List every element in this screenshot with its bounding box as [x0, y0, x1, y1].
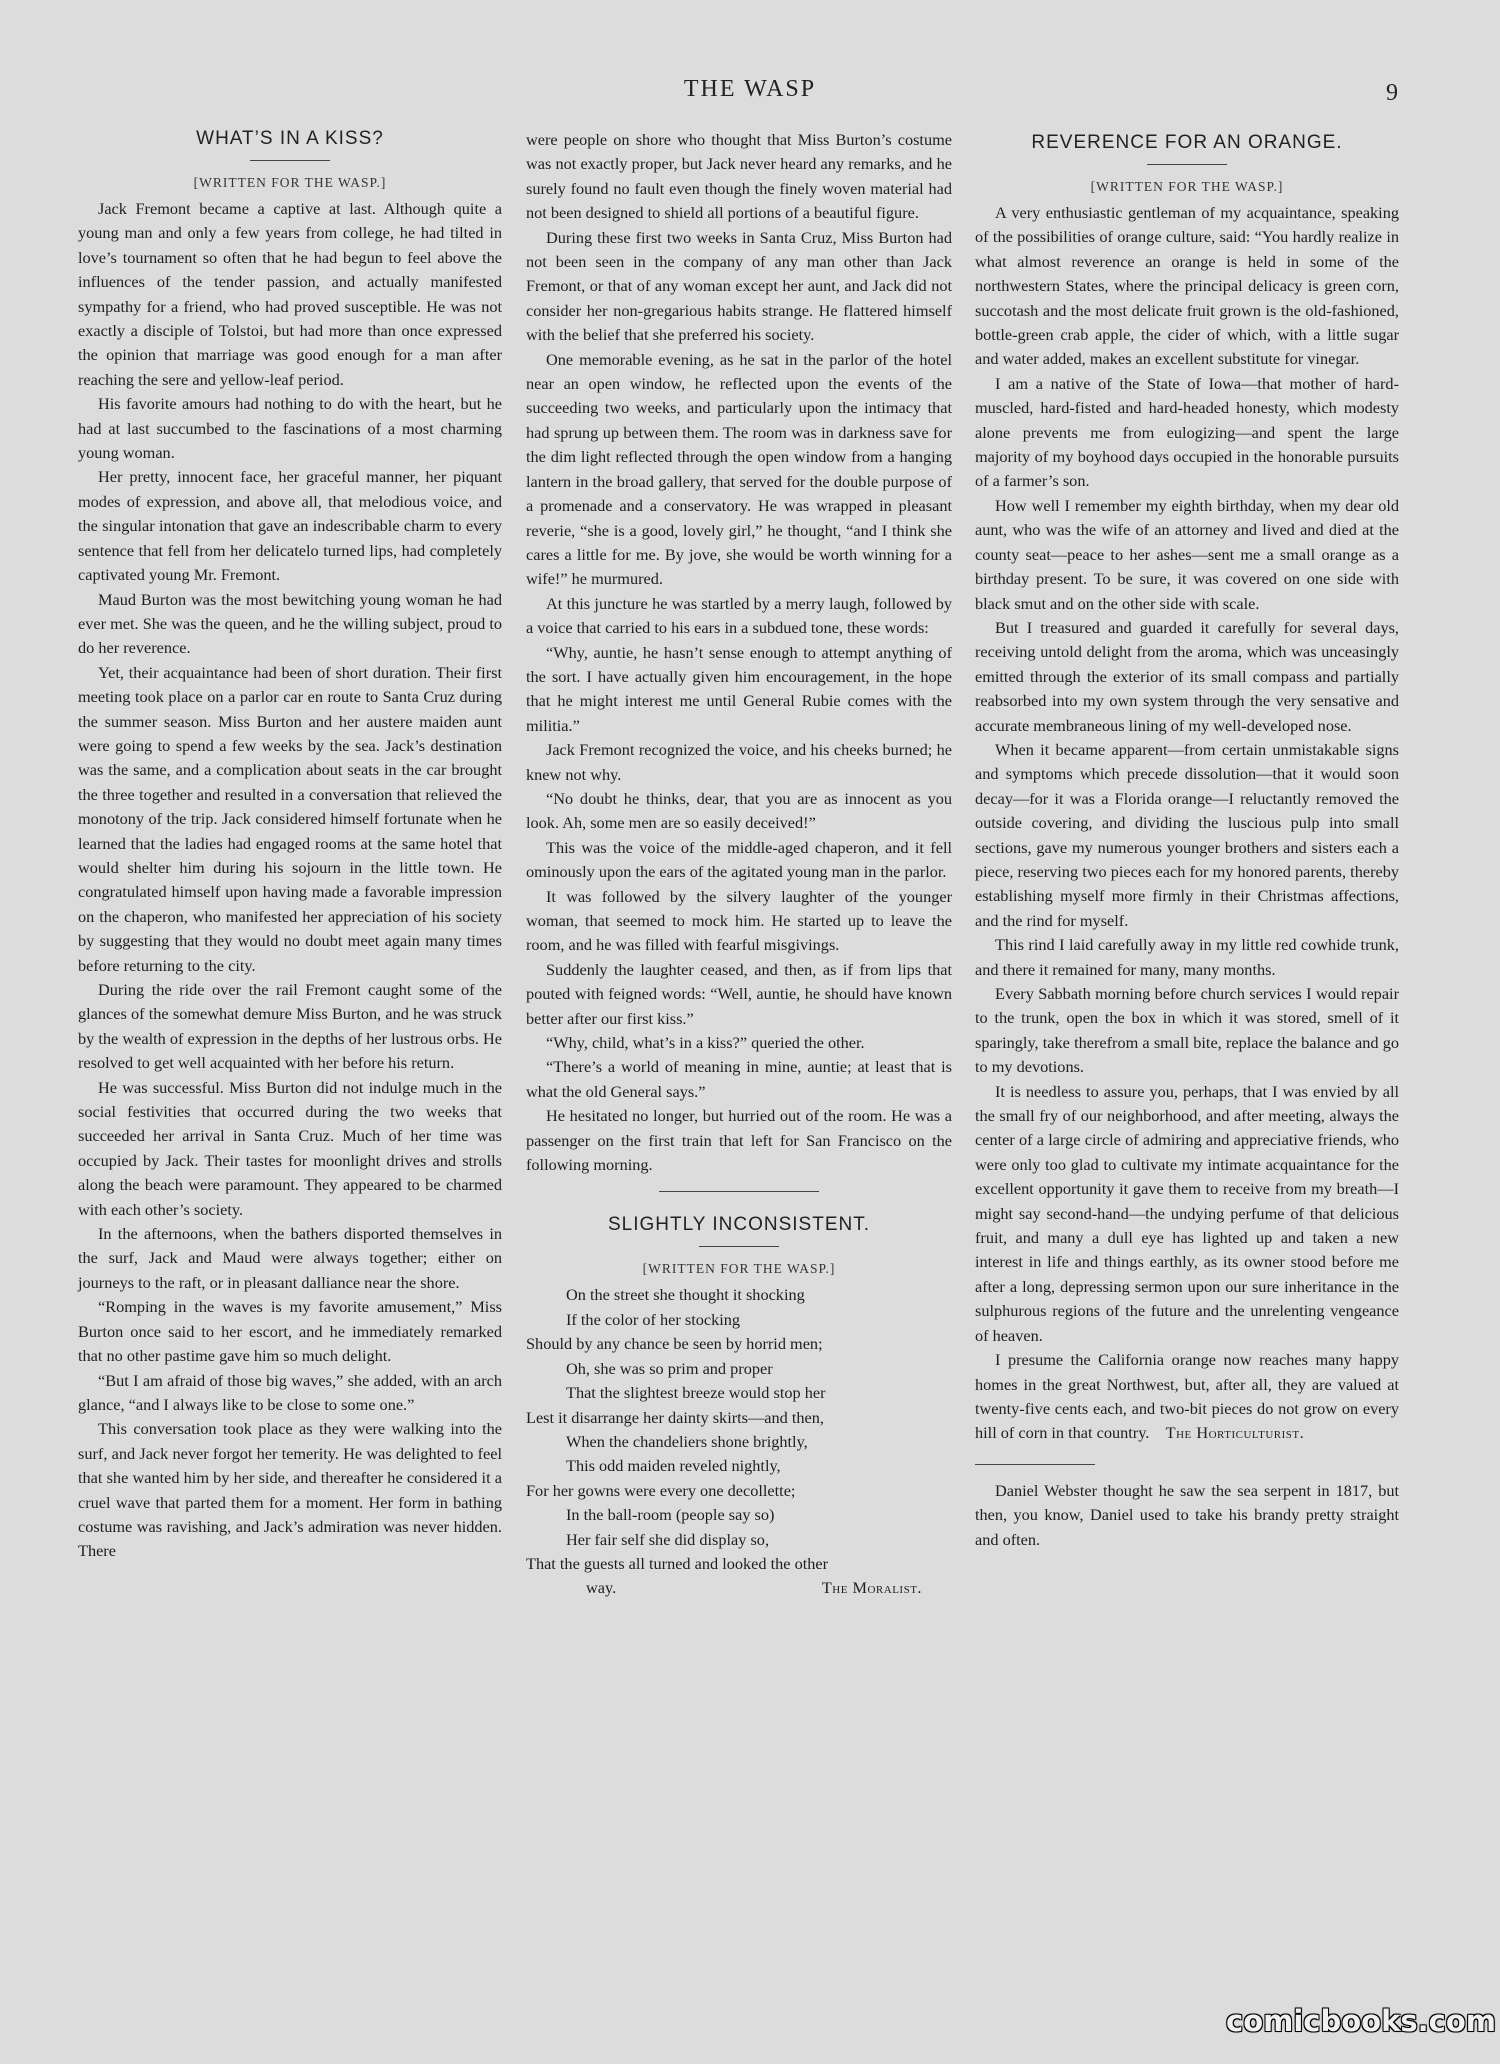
poem-line: On the street she thought it shocking — [566, 1285, 805, 1305]
poem-last-line — [526, 1576, 952, 1600]
paragraph: During these first two weeks in Santa Cruz, Miss Burton had not been seen in the company of any man other than Jack Fremont, or that of any woman except her aunt, and Jack did not consider her non-gregarious habits strange. He flattered himself with the belief that she preferred his society. — [526, 227, 952, 345]
paragraph-text: I presume the California orange now reaches many happy homes in the great Northwest, but, after all, they are valued at twenty-five cents each, and two-bit pieces do not grow on every hill of corn in that country. — [975, 1350, 1399, 1443]
paragraph: He was successful. Miss Burton did not indulge much in the social festivities that occurred during the two weeks that succeeded her arrival in Santa Cruz. Much of her time was occupied by Jack. Their tastes for moonlight drives and strolls along the beach were paramount. They appeared to be charmed with each other’s society. — [78, 1077, 502, 1219]
paragraph: At this juncture he was startled by a merry laugh, followed by a voice that carried to his ears in a subdued tone, these words: — [526, 593, 952, 638]
poem-line: Oh, she was so prim and proper — [566, 1358, 773, 1378]
column-3 — [975, 132, 1399, 1552]
poem-last-word: way. — [586, 1578, 617, 1598]
poem-line: That the guests all turned and looked the other — [526, 1553, 829, 1573]
kiss-title: WHAT’S IN A KISS? — [196, 128, 384, 149]
paragraph: Suddenly the laughter ceased, and then, as if from lips that pouted with feigned words: “Well, auntie, he should have known better after our first kiss.” — [526, 959, 952, 1028]
paragraph: “There’s a world of meaning in mine, auntie; at least that is what the old General says.” — [526, 1057, 952, 1101]
paragraph: Maud Burton was the most bewitching young woman he had ever met. She was the queen, and he the willing subject, proud to do her reverence. — [78, 589, 502, 658]
poem-line: When the chandeliers shone brightly, — [566, 1431, 808, 1451]
paragraph: “Why, child, what’s in a kiss?” queried the other. — [546, 1033, 865, 1053]
paragraph: In the afternoons, when the bathers disported themselves in the surf, Jack and Maud were always together; either on journeys to the raft, or in pleasant dalliance near the shore. — [78, 1224, 502, 1292]
title-rule — [1147, 164, 1227, 165]
title-rule — [250, 160, 330, 161]
inconsistent-title: SLIGHTLY INCONSISTENT. — [607, 1214, 870, 1236]
paragraph: This was the voice of the middle-aged chaperon, and it fell ominously upon the ears of the agitated young man in the parlor. — [526, 837, 952, 882]
webster-paragraph: Daniel Webster thought he saw the sea serpent in 1817, but then, you know, Daniel used to take his brandy pretty straight and often. — [975, 1480, 1399, 1549]
paragraph: It was followed by the silvery laughter of the younger woman, that seemed to mock him. He started up to leave the room, and he was filled with fearful misgivings. — [526, 886, 952, 955]
paragraph: “No doubt he thinks, dear, that you are as innocent as you look. Ah, some men are so easily deceived!” — [526, 788, 952, 833]
watermark-logo: comicbooks.com — [1226, 2004, 1496, 2038]
paragraph: This conversation took place as they were walking into the surf, and Jack never forgot her temerity. He was delighted to feel that she wanted him by her side, and thereafter he considered it a cruel wave that parted them for a moment. Her form in bathing costume was ravishing, and Jack’s admiration was never hidden. There — [78, 1419, 502, 1561]
paragraph: Jack Fremont recognized the voice, and his cheeks burned; he knew not why. — [526, 740, 952, 784]
column-2 — [526, 128, 952, 1601]
paragraph: It is needless to assure you, perhaps, that I was envied by all the small fry of our neighborhood, and after meeting, always the center of a large circle of admiring and appreciative friends, who were only too glad to cultivate my intimate acquaintance for the excellent opportunity it gave them to receive from my breath—I might say second-hand—the undying perfume of that delicious fruit, and many a dull eye has lighted up and taken a new interest in life and things earthly, as its owner stood before me after a long, depressing sermon upon our sure inheritance in the sulphurous regions of the future and the unrelenting vengeance of heaven. — [975, 1081, 1399, 1345]
paragraph: When it became apparent—from certain unmistakable signs and symptoms which precede dissolution—that it would soon decay—for it was a Florida orange—I reluctantly removed the outside covering, and dividing the luscious pulp into small sections, gave my numerous younger brothers and sisters each a piece, reserving two pieces each for my honored parents, thereby establishing myself more firmly in their Christmas affections, and the rind for myself. — [975, 739, 1399, 930]
paragraph: During the ride over the rail Fremont caught some of the glances of the somewhat demure Miss Burton, and he was struck by the wealth of expression in the depths of her lustrous orbs. He resolved to get well acquainted with her before his return. — [78, 980, 502, 1073]
kiss-byline: [WRITTEN FOR THE WASP.] — [193, 175, 387, 190]
paragraph: He hesitated no longer, but hurried out of the room. He was a passenger on the first train that left for San Francisco on the following morning. — [526, 1106, 952, 1175]
poem-line: That the slightest breeze would stop her — [566, 1383, 826, 1403]
paragraph — [975, 1348, 1399, 1446]
column-1 — [78, 128, 502, 1564]
paragraph: Yet, their acquaintance had been of short duration. Their first meeting took place on a parlor car en route to Santa Cruz during the summer season. Miss Burton and her austere maiden aunt were going to spend a few weeks by the sea. Jack’s destination was the same, and a complication about seats in the car brought the three together and resulted in a conversation that relieved the monotony of the trip. Jack considered himself fortunate when he learned that the ladies had engaged rooms at the same hotel that would shelter him during his sojourn in the little town. He congratulated himself upon having made a favorable impression on the chaperon, who manifested her appreciation of his society by suggesting that they would no doubt meet again many times before returning to the city. — [78, 662, 502, 975]
paragraph: “But I am afraid of those big waves,” she added, with an arch glance, “and I always like to be close to some one.” — [78, 1370, 502, 1414]
paragraph: Her pretty, innocent face, her graceful manner, her piquant modes of expression, and above all, that melodious voice, and the singular intonation that gave an indescribable charm to every sentence that fell from her delicatelo turned lips, had completely captivated young Mr. Fremont. — [78, 467, 502, 585]
paragraph: One memorable evening, as he sat in the parlor of the hotel near an open window, he reflected upon the events of the succeeding two weeks, and particularly upon the intimacy that had sprung up between them. The room was in darkness save for the dim light reflected through the open window from a hanging lantern in the broad gallery, that served for the double purpose of a promenade and a conservatory. He was wrapped in pleasant reverie, “she is a good, lovely girl,” he thought, “and I think she cares a little for me. By jove, she would be worth winning for a wife!” he murmured. — [526, 349, 952, 589]
paragraph: “Why, auntie, he hasn’t sense enough to attempt anything of the sort. I have actually given him encouragement, in the hope that he might interest me until General Rubie comes with the militia.” — [526, 642, 952, 735]
signature: The Moralist. — [821, 1578, 922, 1598]
inconsistent-byline: [WRITTEN FOR THE WASP.] — [642, 1261, 836, 1277]
orange-title: REVERENCE FOR AN ORANGE. — [1031, 132, 1343, 153]
paragraph: I am a native of the State of Iowa—that mother of hard-muscled, hard-fisted and hard-headed honesty, which modesty alone prevents me from eulogizing—and spent the large majority of my boyhood days occupied in the honorable pursuits of a farmer’s son. — [975, 373, 1399, 491]
paragraph: “Romping in the waves is my favorite amusement,” Miss Burton once said to her escort, and he immediately remarked that no other pastime gave him so much delight. — [78, 1297, 502, 1366]
paragraph: His favorite amours had nothing to do with the heart, but he had at last succumbed to the fascinations of a most charming young woman. — [78, 394, 502, 463]
poem-line: Lest it disarrange her dainty skirts—and then, — [526, 1407, 824, 1427]
poem-line: Should by any chance be seen by horrid men; — [526, 1334, 823, 1354]
signature: The Horticulturist. — [1165, 1423, 1305, 1443]
paragraph: How well I remember my eighth birthday, when my dear old aunt, who was the wife of an attorney and lived and died at the county seat—peace to her ashes—sent me a small orange as a birthday present. To be sure, it was covered on one side with black smut and on the other side with scale. — [975, 495, 1399, 613]
section-divider — [659, 1191, 819, 1192]
orange-byline: [WRITTEN FOR THE WASP.] — [1090, 179, 1284, 194]
section-divider — [975, 1464, 1095, 1465]
paragraph: This rind I laid carefully away in my little red cowhide trunk, and there it remained for many, many months. — [975, 935, 1399, 979]
paragraph: A very enthusiastic gentleman of my acquaintance, speaking of the possibilities of orange culture, said: “You hardly realize in what almost reverence an orange is held in some of the northwestern States, where the principal delicacy is green corn, succotash and the most delicate fruit grown is the old-fashioned, bottle-green crab apple, the cider of which, with a little sugar and water added, makes an excellent substitute for vinegar. — [975, 203, 1399, 369]
page-number: 9 — [1386, 80, 1398, 106]
title-rule — [699, 1246, 779, 1247]
poem-line: This odd maiden reveled nightly, — [566, 1456, 781, 1476]
paragraph: But I treasured and guarded it carefully for several days, receiving untold delight from the aroma, which was unceasingly emitted through the exterior of its small compass and partially reabsorbed into my own system through the very sensative and accurate membraneous lining of my well-developed nose. — [975, 617, 1399, 735]
poem-line: Her fair self she did display so, — [566, 1529, 770, 1549]
paragraph: were people on shore who thought that Miss Burton’s costume was not exactly proper, but Jack never heard any remarks, and he surely found no fault even though the finely woven material had not been designed to shield all portions of a beautiful figure. — [526, 130, 952, 223]
poem-line: In the ball-room (people say so) — [566, 1505, 775, 1525]
paragraph: Every Sabbath morning before church services I would repair to the trunk, open the box in which it was stored, smell of it sparingly, take therefrom a small bite, replace the balance and go to my devotions. — [975, 984, 1399, 1077]
masthead: THE WASP — [683, 76, 817, 102]
paragraph: Jack Fremont became a captive at last. Although quite a young man and only a few years from college, he had tilted in love’s tournament so often that he had begun to feel above the influences of the tender passion, and actually manifested sympathy for a friend, who had proved susceptible. He was not exactly a disciple of Tolstoi, but had more than once expressed the opinion that marriage was good enough for a man after reaching the sere and yellow-leaf period. — [78, 199, 502, 389]
poem-line: If the color of her stocking — [566, 1309, 741, 1329]
poem-line: For her gowns were every one decollette; — [526, 1480, 796, 1500]
poem — [526, 1283, 952, 1600]
